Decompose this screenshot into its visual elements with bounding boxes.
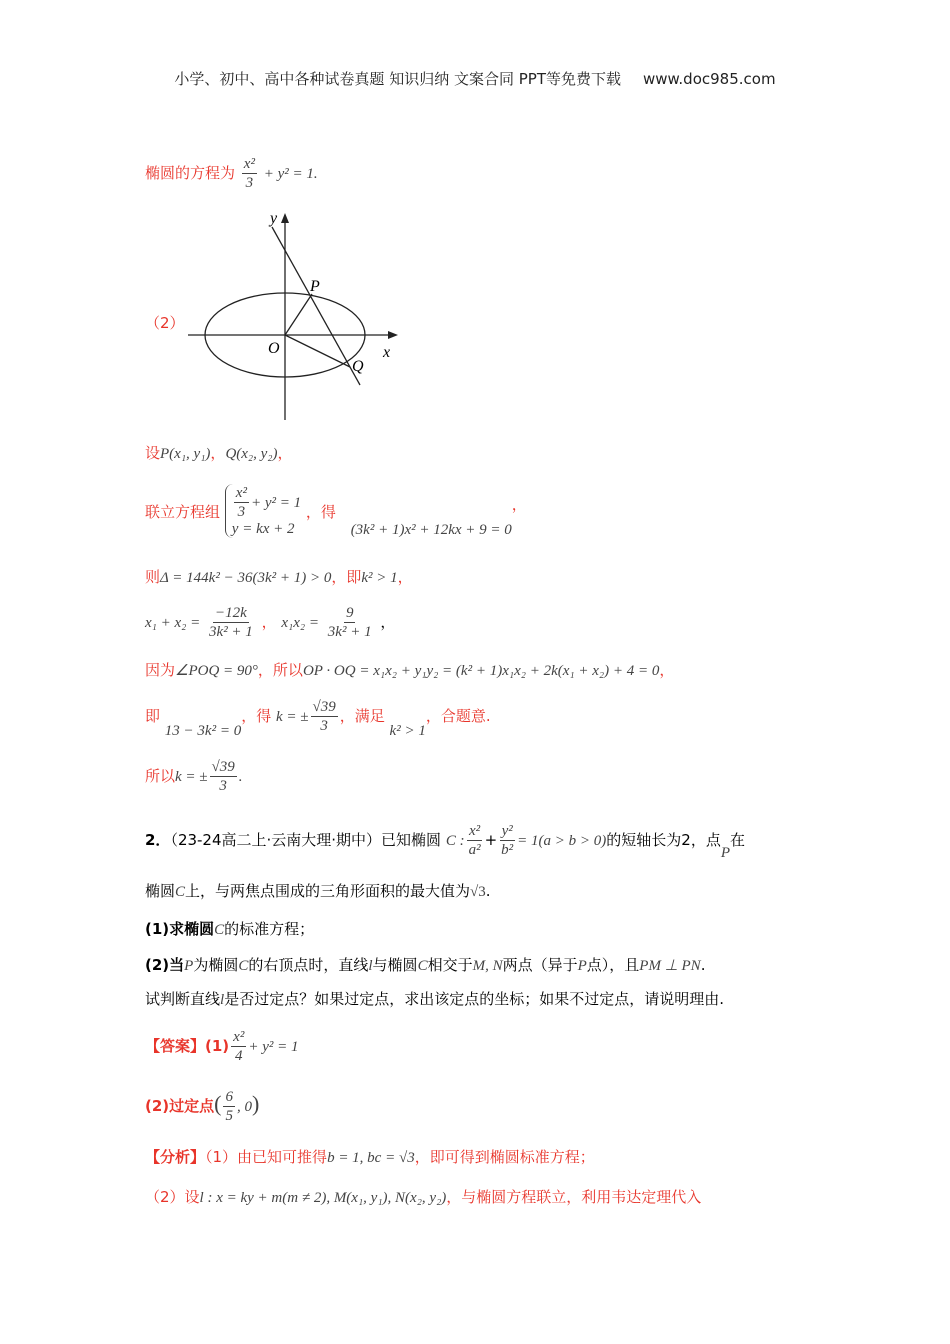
question-2-part-1: (1)求椭圆C的标准方程； bbox=[145, 920, 315, 938]
fraction: $\frac{\text{x²}}{3}$ bbox=[243, 156, 255, 191]
part-2-label: （2） bbox=[145, 314, 185, 332]
system-brace: $\frac{\text{x²}}{3}$ + y² = 1 y = kx + 2 bbox=[225, 484, 301, 538]
header-text: 小学、初中、高中各种试卷真题 知识归纳 文案合同 PPT等免费下载 bbox=[174, 70, 621, 88]
question-2-part-2: (2)当P为椭圆C的右顶点时，直线l与椭圆C相交于M, N两点（异于P点），且PM ⊥ PN. bbox=[145, 956, 706, 974]
solve-k-line: 即 13 − 3k² = 0，得 k = ± $\frac{√39}{3}$ ，满足 k² > 1，合题意. bbox=[145, 699, 491, 739]
page-header bbox=[0, 68, 950, 89]
analysis-1: 【分析】（1）由已知可推得b = 1, bc = √3，即可得到椭圆标准方程； bbox=[145, 1148, 595, 1166]
label-p: P bbox=[310, 278, 320, 295]
label-y: y bbox=[270, 210, 278, 227]
x-arrow bbox=[388, 331, 398, 339]
vieta-line: x₁ + x₂ = $\frac{-12k}{\text{3k² + 1}}$ ， x₁x₂ = $\frac{9}{\text{3k² + 1}}$ ， bbox=[145, 605, 396, 640]
analysis-2: （2）设l : x = ky + m(m ≠ 2), M(x₁, y₁), N(x₂, y₂)，与椭圆方程联立，利用韦达定理代入 bbox=[145, 1188, 702, 1206]
ellipse-figure bbox=[180, 205, 420, 425]
segment-op bbox=[285, 294, 312, 335]
segment-oq bbox=[285, 335, 350, 367]
question-2-part-2-cont: 试判断直线l是否过定点？如果过定点，求出该定点的坐标；如果不过定点，请说明理由. bbox=[145, 990, 724, 1008]
label-q: Q bbox=[352, 358, 364, 375]
system-line: 联立方程组 $\frac{\text{x²}}{3}$ + y² = 1 y = kx + 2 ，得 (3k² + 1)x² + 12kx + 9 = 0， bbox=[145, 485, 527, 538]
header-url[interactable]: www.doc985.com bbox=[642, 70, 776, 88]
perpendicular-line: 因为∠POQ = 90°，所以OP · OQ = x₁x₂ + y₁y₂ = (k² + 1)x₁x₂ + 2k(x₁ + x₂) + 4 = 0， bbox=[145, 661, 675, 679]
discriminant-line: 则Δ = 144k² − 36(3k² + 1) > 0，即k² > 1， bbox=[145, 568, 413, 586]
label-x: x bbox=[383, 344, 391, 361]
ellipse-equation-line: 椭圆的方程为 $\frac{\text{x²}}{3}$ + y² = 1. bbox=[145, 156, 318, 191]
question-2-line-2: 椭圆C上，与两焦点围成的三角形面积的最大值为√3. bbox=[145, 882, 491, 900]
answer-2: (2)过定点( $\frac{6}{5}$ , 0) bbox=[145, 1089, 260, 1124]
y-arrow bbox=[281, 213, 289, 223]
label-o: O bbox=[268, 340, 280, 357]
conclusion-line: 所以k = ± $\frac{√39}{3}$ . bbox=[145, 759, 243, 794]
set-points-line: 设P(x₁, y₁)，Q(x₂, y₂)， bbox=[145, 444, 293, 462]
question-2-line-1: 2．（23-24高二上·云南大理·期中）已知椭圆 C : $\frac{\text{x²}}{\text{a²}}$ + $\frac{\text{y²}}{\text{b²}}$ = 1(a > b > 0)的短轴长为2，点P在 bbox=[145, 823, 746, 861]
answer-1: 【答案】(1) $\frac{\text{x²}}{4}$ + y² = 1 bbox=[145, 1029, 299, 1064]
